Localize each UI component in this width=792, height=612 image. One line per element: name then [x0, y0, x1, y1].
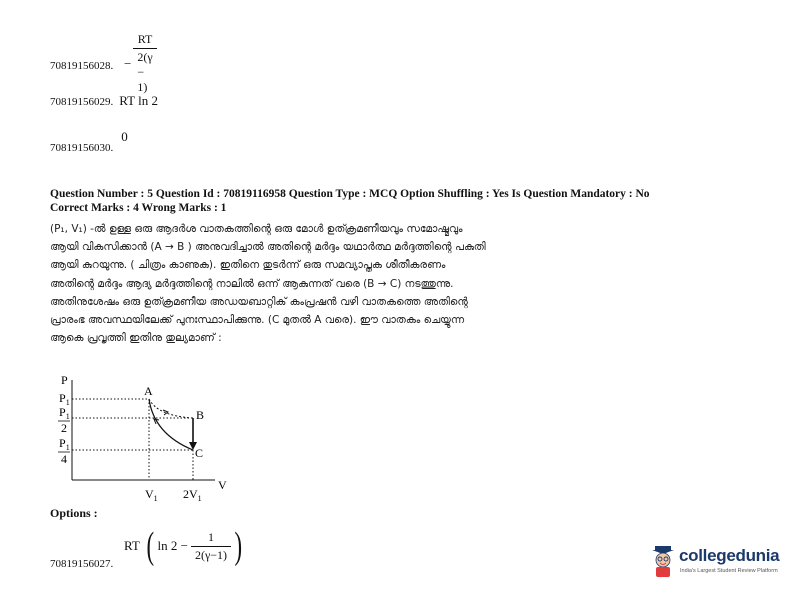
isothermal-curve-ab	[149, 399, 193, 418]
option-id: 70819156027.	[50, 558, 114, 570]
question-line: (P₁, V₁) -ൽ ഉള്ള ഒരു ആദർശ വാതകത്തിന്റെ ഒരു മോൾ ഉത്ക്രമണീയവും സമോഷ്മവും	[50, 223, 463, 235]
question-line: അതിനുശേഷം ഒരു ഉത്ക്രമണീയ അഡയബാറ്റിക് കംപ്രഷൻ വഴി വാതകത്തെ അതിന്റെ	[50, 295, 468, 308]
question-header	[50, 187, 650, 215]
question-line: അതിന്റെ മർദ്ദം ആദ്യ മർദ്ദത്തിന്റെ നാലിൽ ഒന്ന് ആകുന്നത് വരെ (B → C) നടത്തുന്നു.	[50, 277, 454, 290]
collegedunia-logo	[650, 544, 780, 584]
fraction-denominator: 2(γ−1)	[191, 546, 231, 563]
tick-label-v1: $V_1$	[145, 487, 158, 503]
fraction-numerator: RT	[137, 32, 153, 46]
question-line: ആയി വികസിക്കാൻ (A → B ) അനുവദിച്ചാൽ അതിന്റെ മർദ്ദം യഥാർത്ഥ മർദ്ദത്തിന്റെ പകുതി	[50, 241, 486, 254]
option-next	[50, 525, 310, 575]
right-paren: )	[234, 525, 243, 567]
adiabatic-curve-ca	[149, 399, 193, 450]
fraction-denominator: 2(γ − 1)	[133, 48, 156, 95]
point-label-b: B	[196, 408, 205, 422]
option-text: 0	[121, 129, 128, 144]
pv-diagram	[50, 372, 250, 504]
left-paren: (	[146, 525, 154, 567]
rt-term: RT	[124, 538, 140, 553]
ln2-term: ln 2 −	[157, 538, 188, 553]
tick-label-p1-half-den: 2	[61, 421, 67, 435]
minus-sign: −	[124, 55, 132, 71]
question-line: ആയി കുറയുന്നു. ( ചിത്രം കാണുക). ഇതിനെ തുടർന്ന് ഒരു സമവ്യാപ്തക ശീതീകരണം	[50, 259, 446, 272]
fraction	[133, 32, 156, 95]
tick-label-p1: $P_1$	[59, 391, 70, 407]
point-label-a: A	[144, 384, 153, 398]
option-text: RT ln 2	[119, 93, 158, 108]
option-math	[124, 527, 245, 565]
option-id: 70819156029.	[50, 96, 114, 108]
option-id: 70819156028.	[50, 60, 114, 72]
fraction-numerator: 1	[207, 529, 214, 544]
question-text	[50, 220, 580, 347]
question-meta-line1: Question Number : 5 Question Id : 70819116958 Question Type : MCQ Option Shuffling : Yes Is Question Mandatory : No	[50, 188, 650, 200]
option-prev-2	[50, 92, 158, 110]
tick-label-p1-half-num: $P_1$	[59, 405, 70, 421]
mascot-icon	[650, 546, 676, 578]
question-line: പ്രാരംഭ അവസ്ഥയിലേക്ക് പുനഃസ്ഥാപിക്കുന്നു. (C മുതൽ A വരെ). ഈ വാതകം ചെയ്യുന്ന	[50, 314, 465, 327]
logo-tagline: India's Largest Student Review Platform	[680, 568, 778, 574]
fraction	[191, 530, 231, 563]
options-title: Options :	[50, 506, 98, 520]
axis-label-p: P	[61, 373, 68, 387]
option-id: 70819156030.	[50, 142, 114, 154]
tick-label-2v1: $2V_1$	[183, 487, 202, 503]
point-label-c: C	[195, 446, 204, 460]
logo-name: collegedunia	[679, 546, 780, 565]
question-meta-line2: Correct Marks : 4 Wrong Marks : 1	[50, 202, 227, 214]
axis-label-v: V	[218, 478, 227, 492]
option-prev-3	[50, 128, 128, 154]
tick-label-p1-quarter-den: 4	[61, 452, 67, 466]
option-math	[124, 32, 157, 95]
question-line: ആകെ പ്രവൃത്തി ഇതിനു തുല്യമാണ് :	[50, 332, 222, 345]
tick-label-p1-quarter-num: $P_1$	[59, 436, 70, 452]
